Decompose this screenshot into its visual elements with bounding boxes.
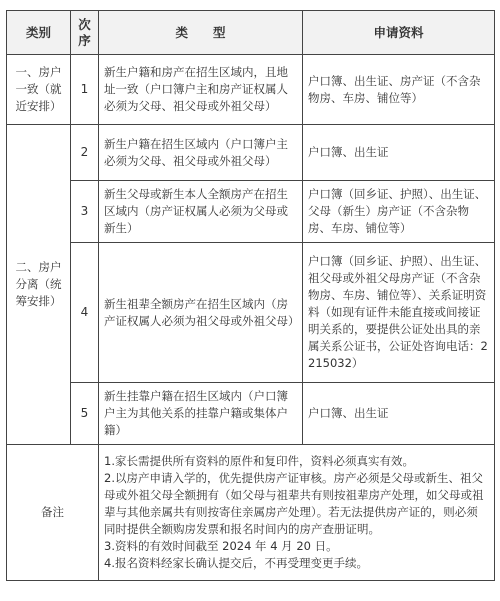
note-line: 2.以房产申请入学的，优先提供房产证审核。房产必须是父母或新生、祖父母或外祖父母全额拥有（如父母与祖辈共有则按祖辈房产处理，如父母或祖辈与其他亲属共有则按寄住亲属房产处理）。若无法提供房产证的，则必须同时提供全额购房发票和报名时间内的房产查册证明。	[104, 471, 484, 536]
type-cell: 新生户籍在招生区域内（户口簿户主必须为父母、祖父母或外祖父母）	[99, 125, 303, 181]
table-row	[7, 125, 495, 181]
table-row	[7, 181, 495, 243]
category-cell: 一、房户一致（就近安排）	[7, 55, 71, 125]
note-line: 3.资料的有效时间截至 2024 年 4 月 20 日。	[104, 539, 338, 553]
materials-cell: 户口簿（回乡证、护照）、出生证、父母（新生）房产证（不含杂物房、车房、铺位等）	[303, 181, 495, 243]
type-cell: 新生户籍和房产在招生区域内，且地址一致（户口簿户主和房产证权属人必须为父母、祖父母或外祖父母）	[99, 55, 303, 125]
category-cell: 二、房户分离（统筹安排）	[7, 125, 71, 445]
notes-label: 备注	[7, 445, 99, 581]
header-materials: 申请资料	[303, 11, 495, 55]
table-header-row	[7, 11, 495, 55]
type-cell: 新生祖辈全额房产在招生区域内（房产证权属人必须为祖父母或外祖父母）	[99, 243, 303, 383]
materials-cell: 户口簿、出生证	[303, 383, 495, 445]
seq-cell: 5	[71, 383, 99, 445]
materials-cell: 户口簿（回乡证、护照）、出生证、祖父母或外祖父母房产证（不含杂物房、车房、铺位等）、关系证明资料（如现有证件未能直接或间接证明关系的，要提供公证处出具的亲属关系公证书，公证处咨询电话：2215032）	[303, 243, 495, 383]
seq-cell: 4	[71, 243, 99, 383]
seq-cell: 1	[71, 55, 99, 125]
table-row	[7, 243, 495, 383]
type-cell: 新生挂靠户籍在招生区域内（户口簿户主为其他关系的挂靠户籍或集体户籍）	[99, 383, 303, 445]
seq-cell: 2	[71, 125, 99, 181]
header-type: 类 型	[99, 11, 303, 55]
header-category: 类别	[7, 11, 71, 55]
admission-materials-table	[6, 10, 495, 581]
materials-cell: 户口簿、出生证	[303, 125, 495, 181]
table-row	[7, 383, 495, 445]
notes-cell	[99, 445, 495, 581]
notes-row	[7, 445, 495, 581]
materials-cell: 户口簿、出生证、房产证（不含杂物房、车房、铺位等）	[303, 55, 495, 125]
table-row	[7, 55, 495, 125]
seq-cell: 3	[71, 181, 99, 243]
type-cell: 新生父母或新生本人全额房产在招生区域内（房产证权属人必须为父母或新生）	[99, 181, 303, 243]
note-line: 1.家长需提供所有资料的原件和复印件，资料必须真实有效。	[104, 454, 414, 468]
header-seq: 次序	[71, 11, 99, 55]
note-line: 4.报名资料经家长确认提交后，不再受理变更手续。	[104, 556, 368, 570]
